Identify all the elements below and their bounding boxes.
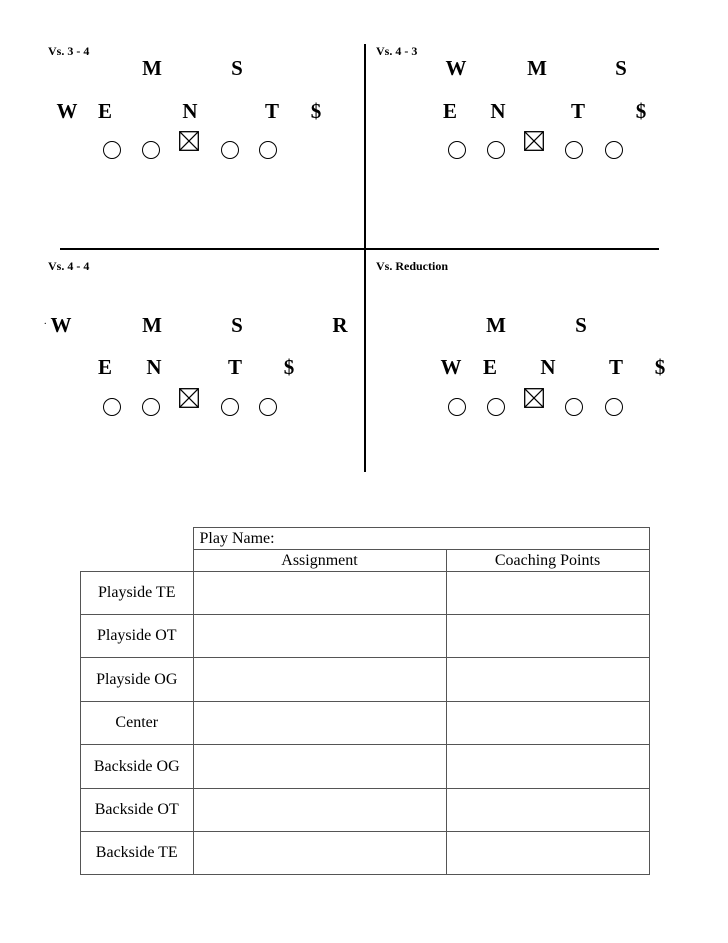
defender-e: E	[97, 99, 113, 123]
defender-t: T	[264, 99, 280, 123]
quadrant-title-vs-4-4: Vs. 4 - 4	[48, 259, 90, 273]
position-label: Center	[81, 702, 194, 745]
assignment-cell[interactable]	[193, 615, 446, 658]
offensive-lineman-circle	[221, 398, 239, 416]
offensive-lineman-circle	[221, 141, 239, 159]
defender-s: S	[615, 56, 627, 80]
defender-e: E	[442, 99, 458, 123]
assignment-table	[80, 527, 650, 875]
coaching-points-cell[interactable]	[446, 745, 649, 789]
defender-m: M	[486, 313, 506, 337]
defender-e: E	[97, 355, 113, 379]
position-label: Backside OT	[81, 789, 194, 832]
defender-s: S	[575, 313, 587, 337]
offensive-lineman-circle	[448, 398, 466, 416]
defender-m: M	[142, 313, 162, 337]
offensive-lineman-circle	[605, 141, 623, 159]
coaching-points-header: Coaching Points	[446, 550, 649, 572]
position-label: Playside OG	[81, 658, 194, 702]
offensive-lineman-circle	[487, 398, 505, 416]
defender-dollar: $	[654, 355, 666, 379]
center-box-icon	[179, 388, 199, 408]
vertical-divider	[364, 44, 366, 472]
defender-m: M	[527, 56, 547, 80]
defender-m: M	[142, 56, 162, 80]
quadrant-title-vs-3-4: Vs. 3 - 4	[48, 44, 90, 58]
coaching-points-cell[interactable]	[446, 832, 649, 875]
assignment-cell[interactable]	[193, 572, 446, 615]
defender-w: W	[56, 99, 78, 123]
coaching-points-cell[interactable]	[446, 658, 649, 702]
defender-e: E	[482, 355, 498, 379]
assignment-cell[interactable]	[193, 745, 446, 789]
defender-w: W	[440, 355, 462, 379]
assignment-cell[interactable]	[193, 702, 446, 745]
table-row	[81, 658, 650, 702]
offensive-lineman-circle	[448, 141, 466, 159]
table-row	[81, 572, 650, 615]
offensive-lineman-circle	[605, 398, 623, 416]
defender-n: N	[540, 355, 556, 379]
offensive-lineman-circle	[487, 141, 505, 159]
position-label: Backside TE	[81, 832, 194, 875]
defender-n: N	[490, 99, 506, 123]
defender-dollar: $	[310, 99, 322, 123]
offensive-lineman-circle	[259, 141, 277, 159]
offensive-lineman-circle	[565, 141, 583, 159]
assignment-cell[interactable]	[193, 789, 446, 832]
coaching-points-cell[interactable]	[446, 702, 649, 745]
defender-r: R	[332, 313, 348, 337]
table-row	[81, 702, 650, 745]
table-row	[81, 745, 650, 789]
stray-mark: .	[44, 316, 47, 327]
offensive-lineman-circle	[142, 141, 160, 159]
quadrant-title-vs-4-3: Vs. 4 - 3	[376, 44, 418, 58]
coaching-points-cell[interactable]	[446, 789, 649, 832]
offensive-lineman-circle	[565, 398, 583, 416]
table-corner-blank	[81, 528, 194, 550]
table-row	[81, 832, 650, 875]
defender-t: T	[570, 99, 586, 123]
play-name-field[interactable]: Play Name:	[193, 528, 649, 550]
coaching-points-cell[interactable]	[446, 572, 649, 615]
defender-t: T	[608, 355, 624, 379]
table-corner-blank	[81, 550, 194, 572]
defender-s: S	[231, 56, 243, 80]
offensive-lineman-circle	[103, 141, 121, 159]
offensive-lineman-circle	[103, 398, 121, 416]
defender-dollar: $	[283, 355, 295, 379]
coaching-points-cell[interactable]	[446, 615, 649, 658]
defender-s: S	[231, 313, 243, 337]
defender-w: W	[50, 313, 72, 337]
defender-n: N	[146, 355, 162, 379]
center-box-icon	[524, 131, 544, 151]
assignment-header: Assignment	[193, 550, 446, 572]
assignment-cell[interactable]	[193, 832, 446, 875]
offensive-lineman-circle	[259, 398, 277, 416]
table-row	[81, 789, 650, 832]
position-label: Playside TE	[81, 572, 194, 615]
center-box-icon	[179, 131, 199, 151]
position-label: Playside OT	[81, 615, 194, 658]
horizontal-divider	[60, 248, 659, 250]
position-label: Backside OG	[81, 745, 194, 789]
center-box-icon	[524, 388, 544, 408]
defender-w: W	[445, 56, 467, 80]
defender-dollar: $	[635, 99, 647, 123]
offensive-lineman-circle	[142, 398, 160, 416]
defender-n: N	[182, 99, 198, 123]
defender-t: T	[227, 355, 243, 379]
table-row	[81, 615, 650, 658]
quadrant-title-vs-reduction: Vs. Reduction	[376, 259, 449, 273]
assignment-cell[interactable]	[193, 658, 446, 702]
